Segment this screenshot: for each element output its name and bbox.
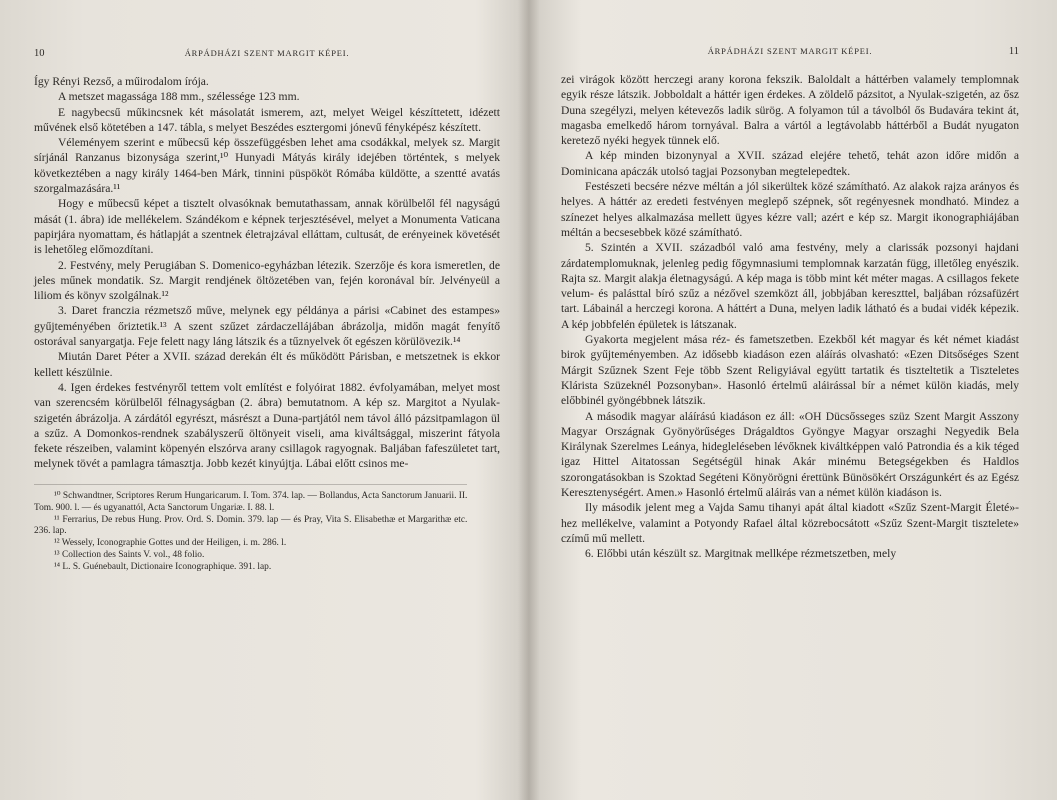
paragraph: Így Rényi Rezső, a műirodalom írója.	[34, 75, 209, 88]
right-page-number: 11	[1008, 46, 1019, 57]
paragraph: Véleményem szerint e műbecsű kép összefüggésben lehet ama csodákkal, melyek sz. Margit sírjánál Ranzanus bizonysága szerint,¹⁰ Hunyadi Mátyás király idejében történtek, s melyek következtében a nagy király 1464-ben Márk, tinnini püspököt Rómába küldötte, a szentté avatás szorgalmazására.¹¹	[34, 136, 500, 196]
paragraph: A metszet magassága 188 mm., szélessége 123 mm.	[58, 90, 300, 104]
paragraph: Gyakorta megjelent mása réz- és fametszetben. Ezekből két magyar és két német kiadást birok gyűjteményemben. Az idősebb kiadáson ezen aláírás olvasható: «Ezen Ditsőséges Szent Márgit Szűznek Szent Feje több Szent Religyiával együtt tartatik és tiszteltetik a Tiszteletes Klárista Szüzeknél Pozsonyban». Hasonló értelmű aláirással bír a német külön kiadás, mely előbbinél gyöngébbnek látszik.	[561, 333, 1019, 408]
left-page-number: 10	[34, 48, 45, 59]
paragraph: 5. Szintén a XVII. századból való ama festvény, mely a clarissák pozsonyi hajdani zárdatemplomuknak, jelenleg pedig főgymnasiumi templomnak karzatán függ, illetőleg enyészik. Rajta sz. Margit alakja életnagyságú. A kép maga is több mint két méter magas. A csillagos fekete velum- és palásttal bíró szűz a nézővel szemközt áll, jobbjában kereszttel, baljában rózsafüzért tart. Lábainál a herczegi korona. A háttért a Duna, melyen ladik látható és a budai vidék képezik. A kép jobbfelén épületek is látszanak.	[561, 241, 1019, 331]
left-running-title: ÁRPÁDHÁZI SZENT MARGIT KÉPEI.	[184, 48, 350, 58]
paragraph: 6. Előbbi után készült sz. Margitnak mellképe rézmetszetben, mely	[585, 547, 897, 561]
paragraph: Hogy e műbecsű képet a tisztelt olvasóknak bemutathassam, annak körülbelől fél nagyságú mását (1. ábra) ide mellékelem. Szándékom e képnek terjesztésével, melyet a Monumenta Vaticana papirjára nyomattam, és hátlapját a szentnek életrajzával elláttam, cultusát, de erényeinek követését is lehetőleg előmozdítani.	[34, 197, 500, 257]
footnote: ¹⁰ Schwandtner, Scriptores Rerum Hungaricarum. I. Tom. 374. lap. — Bollandus, Acta Sanctorum Januarii. II. Tom. 900. l. — és ugyanattól, Acta Sanctorum Ungariæ. I. 88. l.	[34, 490, 468, 513]
right-body-text	[561, 72, 1019, 562]
paragraph: E nagybecsű műkincsnek két másolatát ismerem, azt, melyet Weigel készíttetett, idézett művének első kötetében a 147. tábla, s melyet Beszédes esztergomi jónevű fényképész készített.	[34, 105, 500, 134]
paragraph: zei virágok között herczegi arany korona fekszik. Baloldalt a háttérben valamely templomnak egyik része látszik. Jobboldalt a háttér igen érdekes. A zöldelő pázsitot, a Nyulak-szigetén, az ősz Duna szegélyzi, melyen kétevezős ladik sürög. A folyamon túl a távolból ős Budavára tekint át, magasba emelkedő három tornyával. Balra a vártól a legtávolabb háttérből a Budát nyugaton keretező nyéki hegyek tünnek elő.	[561, 73, 1019, 148]
left-footnotes	[34, 484, 467, 574]
footnote: ¹⁴ L. S. Guénebault, Dictionaire Iconographique. 391. lap.	[54, 562, 272, 573]
right-page	[537, 0, 1057, 800]
paragraph: 2. Festvény, mely Perugiában S. Domenico-egyházban létezik. Szerzője és kora ismeretlen, de jeles műnek mondatik. Sz. Margit rendjének öltözetében van, fején koronával bír. Jelvényeül a liliom és könyv szolgálnak.¹²	[34, 258, 500, 303]
paragraph: Miután Daret Péter a XVII. század derekán élt és működött Párisban, e metszetnek is ekkor kellett készülnie.	[34, 350, 500, 379]
right-running-head	[561, 46, 1019, 62]
paragraph: 4. Igen érdekes festvényről tettem volt említést e folyóirat 1882. évfolyamában, melyet most van szerencsém körülbelől félnagyságban (2. ábra) bemutatnom. A kép sz. Margitot a Nyulak-szigetén ábrázolja. A zárdától egyrészt, másrészt a Duna-partjától nem távol álló pázsitpamlagon ül a szűz. A Domonkos-rendnek szabályszerű öltönyeit viseli, ama kiváltsággal, miszerint fátyola fekete részeiben, valamint köpenyén elszórva arany csillagok ragyognak. Baljában fafeszületet tart, melynek tövét a pamlagra támasztja. Jobb kezét kinyújtja. Lábai előtt csinos me-	[34, 380, 500, 471]
paragraph: A kép minden bizonynyal a XVII. század elejére tehető, tehát azon időre midőn a Dominicana apáczák utolsó tagjai Pozsonyban megtelepedtek.	[561, 149, 1019, 178]
paragraph: Festészeti becsére nézve méltán a jól sikerültek közé számítható. Az alakok rajza arányos és helyes. A háttér az eredeti festvényen meglepő szépnek, sőt regényesnek mondható. Mindez a színezet helyes alkalmazása mellett ügyes kézre vall; azért e kép sz. Margit ikonographiájában méltán a becsesebbek közé számítható.	[561, 180, 1019, 239]
footnote: ¹³ Collection des Saints V. vol., 48 folio.	[54, 550, 205, 561]
footnote: ¹¹ Ferrarius, De rebus Hung. Prov. Ord. S. Domin. 379. lap — és Pray, Vita S. Elisabethæ et Margarithæ etc. 236. lap.	[34, 514, 468, 537]
left-page	[0, 0, 520, 800]
left-body-text	[34, 74, 500, 472]
right-running-title: ÁRPÁDHÁZI SZENT MARGIT KÉPEI.	[707, 46, 873, 56]
paragraph: A második magyar aláírású kiadáson ez áll: «OH Dücsősseges szüz Szent Margit Asszony Magyar Országnak Gyönyörűséges Drágaldtos Gyöngye Magyar orszaghi Negyedik Bela Királynak Szerelmes Leánya, hidegleléseben lévőknek kiváltképpen való Patrondia és a kik téged igaz Hittel Aitatossan Segétségül hinak Akár minému Betegségekben és Haldlos szorongatásokban is Szoktad Segéteni Könyörögni érettünk Bünösökért Országunkért és az Egész Keresztenységért. Amen.» Hasonló értelmű aláirás van a német külön kiadáson is.	[561, 409, 1019, 500]
footnote: ¹² Wessely, Iconographie Gottes und der Heiligen, i. m. 286. l.	[54, 538, 287, 549]
left-running-head	[34, 48, 500, 64]
paragraph: 3. Daret franczia rézmetsző műve, melynek egy példánya a párisi «Cabinet des estampes» gyűjteményében őriztetik.¹³ A szent szűzet zárdaczellájában ábrázolja, midőn magát fenyítő ostorával sanyargatja. Feje felett nagy láng látszik és a tűznyelvek őt egészen körülövezik.¹⁴	[34, 304, 500, 349]
paragraph: Ily második jelent meg a Vajda Samu tihanyi apát által kiadott «Szűz Szent-Margit Életé»-hez mellékelve, valamint a Potyondy Rafael által közrebocsátott «Szűz Szent-Margit tisztelete» czímű mű mellett.	[561, 501, 1019, 545]
